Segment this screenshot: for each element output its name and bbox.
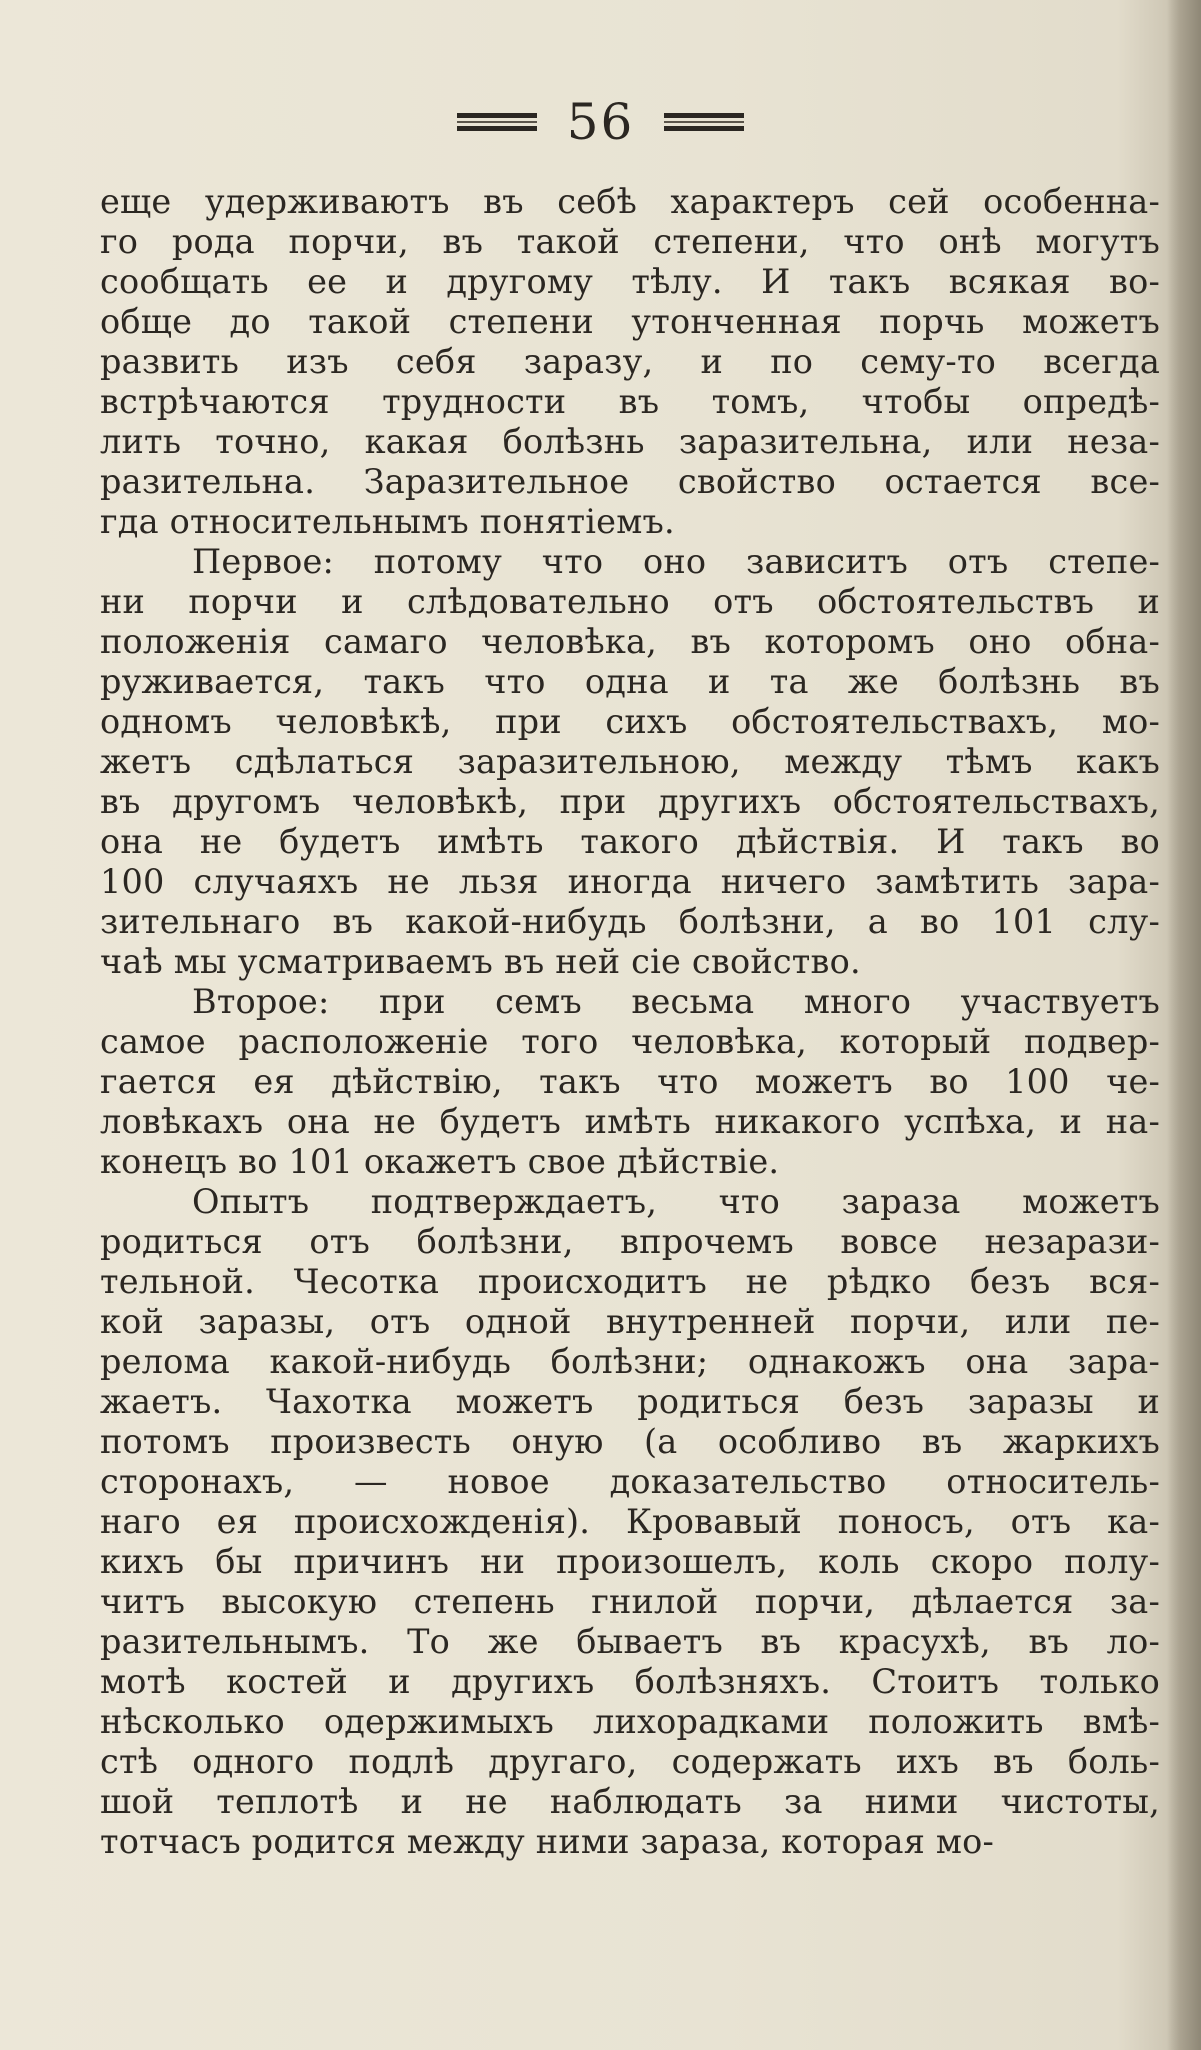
body-text (100, 182, 1160, 1862)
text-line: сторонахъ, — новое доказательство относитель- (100, 1462, 1160, 1501)
text-line: въ другомъ человѣкѣ, при другихъ обстоятельствахъ, (100, 782, 1160, 821)
paragraph (100, 542, 1160, 982)
paragraph (100, 1182, 1160, 1862)
text-line: нѣсколько одержимыхъ лихорадками положить вмѣ- (100, 1702, 1160, 1741)
text-line: разительна. Заразительное свойство остается все- (100, 462, 1160, 501)
text-line: Первое: потому что оно зависитъ отъ степе- (192, 542, 1160, 581)
text-line: развить изъ себя заразу, и по сему-то всегда (100, 342, 1160, 381)
text-line: гда относительнымъ понятіемъ. (100, 502, 675, 541)
text-line: ни порчи и слѣдовательно отъ обстоятельствъ и (100, 582, 1160, 621)
page-number: 56 (566, 93, 635, 151)
text-line: разительнымъ. То же бываетъ въ красухѣ, въ ло- (100, 1622, 1160, 1661)
text-line: 100 случаяхъ не льзя иногда ничего замѣтить зара- (100, 862, 1160, 901)
header-rule-left (457, 113, 537, 131)
text-line: одномъ человѣкѣ, при сихъ обстоятельствахъ, мо- (100, 702, 1160, 741)
text-line: гается ея дѣйствію, такъ что можетъ во 100 че- (100, 1062, 1160, 1101)
text-line: наго ея происхожденія). Кровавый поносъ, отъ ка- (100, 1502, 1160, 1541)
text-line: Опытъ подтверждаетъ, что зараза можетъ (192, 1182, 1160, 1221)
text-line: самое расположеніе того человѣка, который подвер- (100, 1022, 1160, 1061)
paragraph (100, 182, 1160, 542)
text-line: лить точно, какая болѣзнь заразительна, или неза- (100, 422, 1160, 461)
page-spine-shadow (1167, 0, 1201, 2050)
text-line: читъ высокую степень гнилой порчи, дѣлается за- (100, 1582, 1160, 1621)
text-line: руживается, такъ что одна и та же болѣзнь въ (100, 662, 1160, 701)
text-line: жаетъ. Чахотка можетъ родиться безъ заразы и (100, 1382, 1160, 1421)
text-line: потомъ произвесть оную (а особливо въ жаркихъ (100, 1422, 1160, 1461)
text-line: еще удерживаютъ въ себѣ характеръ сей особенна- (100, 182, 1160, 221)
text-line: кой заразы, отъ одной внутренней порчи, или пе- (100, 1302, 1160, 1341)
text-line: обще до такой степени утонченная порчь можетъ (100, 302, 1160, 341)
text-line: положенія самаго человѣка, въ которомъ оно обна- (100, 622, 1160, 661)
text-line: конецъ во 101 окажетъ свое дѣйствіе. (100, 1142, 780, 1181)
text-line: го рода порчи, въ такой степени, что онѣ могутъ (100, 222, 1160, 261)
header-rule-right (664, 113, 744, 131)
text-line: встрѣчаются трудности въ томъ, чтобы опредѣ- (100, 382, 1160, 421)
text-line: чаѣ мы усматриваемъ въ ней сіе свойство. (100, 942, 861, 981)
text-line: мотѣ костей и другихъ болѣзняхъ. Стоитъ только (100, 1662, 1160, 1701)
text-line: релома какой-нибудь болѣзни; однакожъ она зара- (100, 1342, 1160, 1381)
text-line: зительнаго въ какой-нибудь болѣзни, а во 101 слу- (100, 902, 1160, 941)
page-header (0, 92, 1201, 152)
text-line: сообщать ее и другому тѣлу. И такъ всякая во- (100, 262, 1160, 301)
text-line: кихъ бы причинъ ни произошелъ, коль скоро полу- (100, 1542, 1160, 1581)
text-line: шой теплотѣ и не наблюдать за ними чистоты, (100, 1782, 1160, 1821)
text-line: тотчасъ родится между ними зараза, которая мо- (100, 1822, 995, 1861)
text-line: стѣ одного подлѣ другаго, содержать ихъ въ боль- (100, 1742, 1160, 1781)
text-line: Второе: при семъ весьма много участвуетъ (192, 982, 1160, 1021)
text-line: тельной. Чесотка происходитъ не рѣдко безъ вся- (100, 1262, 1160, 1301)
text-line: ловѣкахъ она не будетъ имѣть никакого успѣха, и на- (100, 1102, 1160, 1141)
text-line: она не будетъ имѣть такого дѣйствія. И такъ во (100, 822, 1160, 861)
text-line: родиться отъ болѣзни, впрочемъ вовсе незарази- (100, 1222, 1160, 1261)
text-line: жетъ сдѣлаться заразительною, между тѣмъ какъ (100, 742, 1160, 781)
paragraph (100, 982, 1160, 1182)
